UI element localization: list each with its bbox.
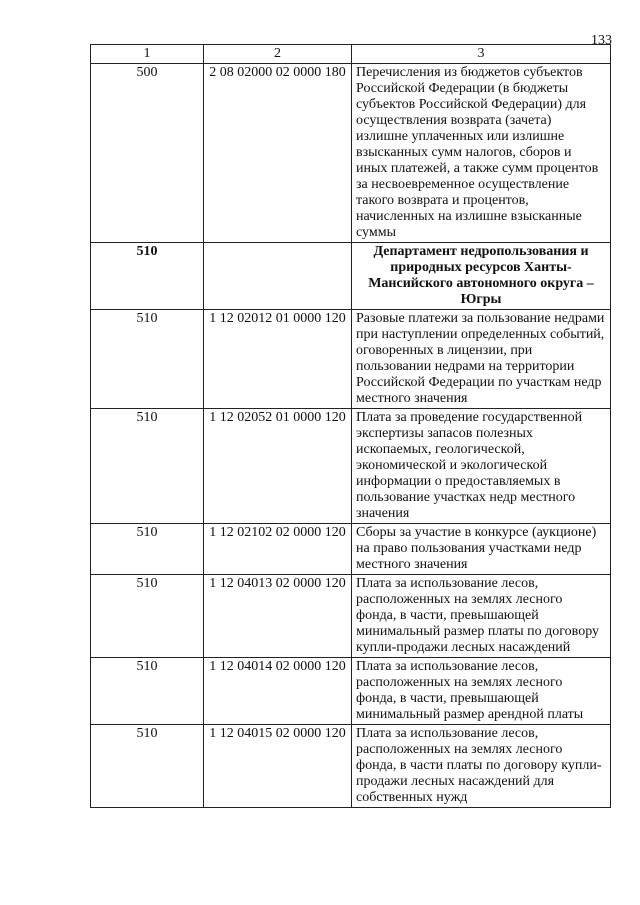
section-heading-row (91, 243, 611, 310)
column-header-3: 3 (352, 45, 611, 64)
kbk-code-cell: 1 12 04015 02 0000 120 (204, 725, 352, 808)
kbk-code-cell: 1 12 04014 02 0000 120 (204, 658, 352, 725)
table-header-row (91, 45, 611, 64)
admin-code-cell: 510 (91, 243, 204, 310)
admin-code-cell: 510 (91, 658, 204, 725)
admin-code-cell: 510 (91, 575, 204, 658)
section-title-cell: Департамент недропользования и природных ресурсов Ханты-Мансийского автономного округа – Югры (352, 243, 611, 310)
page-number: 133 (591, 33, 612, 48)
kbk-code-cell: 2 08 02000 02 0000 180 (204, 64, 352, 243)
kbk-code-cell: 1 12 02012 01 0000 120 (204, 310, 352, 409)
kbk-code-cell (204, 243, 352, 310)
table-row (91, 64, 611, 243)
description-cell: Плата за использование лесов, расположенных на землях лесного фонда, в части, превышающей минимальный размер платы по договору купли-продажи лесных насаждений (352, 575, 611, 658)
admin-code-cell: 510 (91, 310, 204, 409)
admin-code-cell: 510 (91, 725, 204, 808)
table-row (91, 658, 611, 725)
description-cell: Плата за использование лесов, расположенных на землях лесного фонда, в части платы по договору купли-продажи лесных насаждений для собственных нужд (352, 725, 611, 808)
table-row (91, 524, 611, 575)
description-cell: Перечисления из бюджетов субъектов Российской Федерации (в бюджеты субъектов Российской Федерации) для осуществления возврата (зачета) излишне уплаченных или излишне взысканных сумм налогов, сборов и иных платежей, а также сумм процентов за несвоевременное осуществление такого возврата и процентов, начисленных на излишне взысканные суммы (352, 64, 611, 243)
table-row (91, 725, 611, 808)
table-row (91, 310, 611, 409)
description-cell: Плата за проведение государственной экспертизы запасов полезных ископаемых, геологической, экономической и экологической информации о предоставляемых в пользование участках недр местного значения (352, 409, 611, 524)
kbk-code-cell: 1 12 04013 02 0000 120 (204, 575, 352, 658)
admin-code-cell: 500 (91, 64, 204, 243)
description-cell: Плата за использование лесов, расположенных на землях лесного фонда, в части, превышающей минимальный размер арендной платы (352, 658, 611, 725)
table-row (91, 409, 611, 524)
admin-code-cell: 510 (91, 524, 204, 575)
column-header-2: 2 (204, 45, 352, 64)
kbk-code-cell: 1 12 02052 01 0000 120 (204, 409, 352, 524)
description-cell: Сборы за участие в конкурсе (аукционе) на право пользования участками недр местного значения (352, 524, 611, 575)
column-header-1: 1 (91, 45, 204, 64)
budget-classification-table (90, 44, 611, 808)
kbk-code-cell: 1 12 02102 02 0000 120 (204, 524, 352, 575)
admin-code-cell: 510 (91, 409, 204, 524)
table-row (91, 575, 611, 658)
description-cell: Разовые платежи за пользование недрами при наступлении определенных событий, оговоренных в лицензии, при пользовании недрами на территории Российской Федерации по участкам недр местного значения (352, 310, 611, 409)
